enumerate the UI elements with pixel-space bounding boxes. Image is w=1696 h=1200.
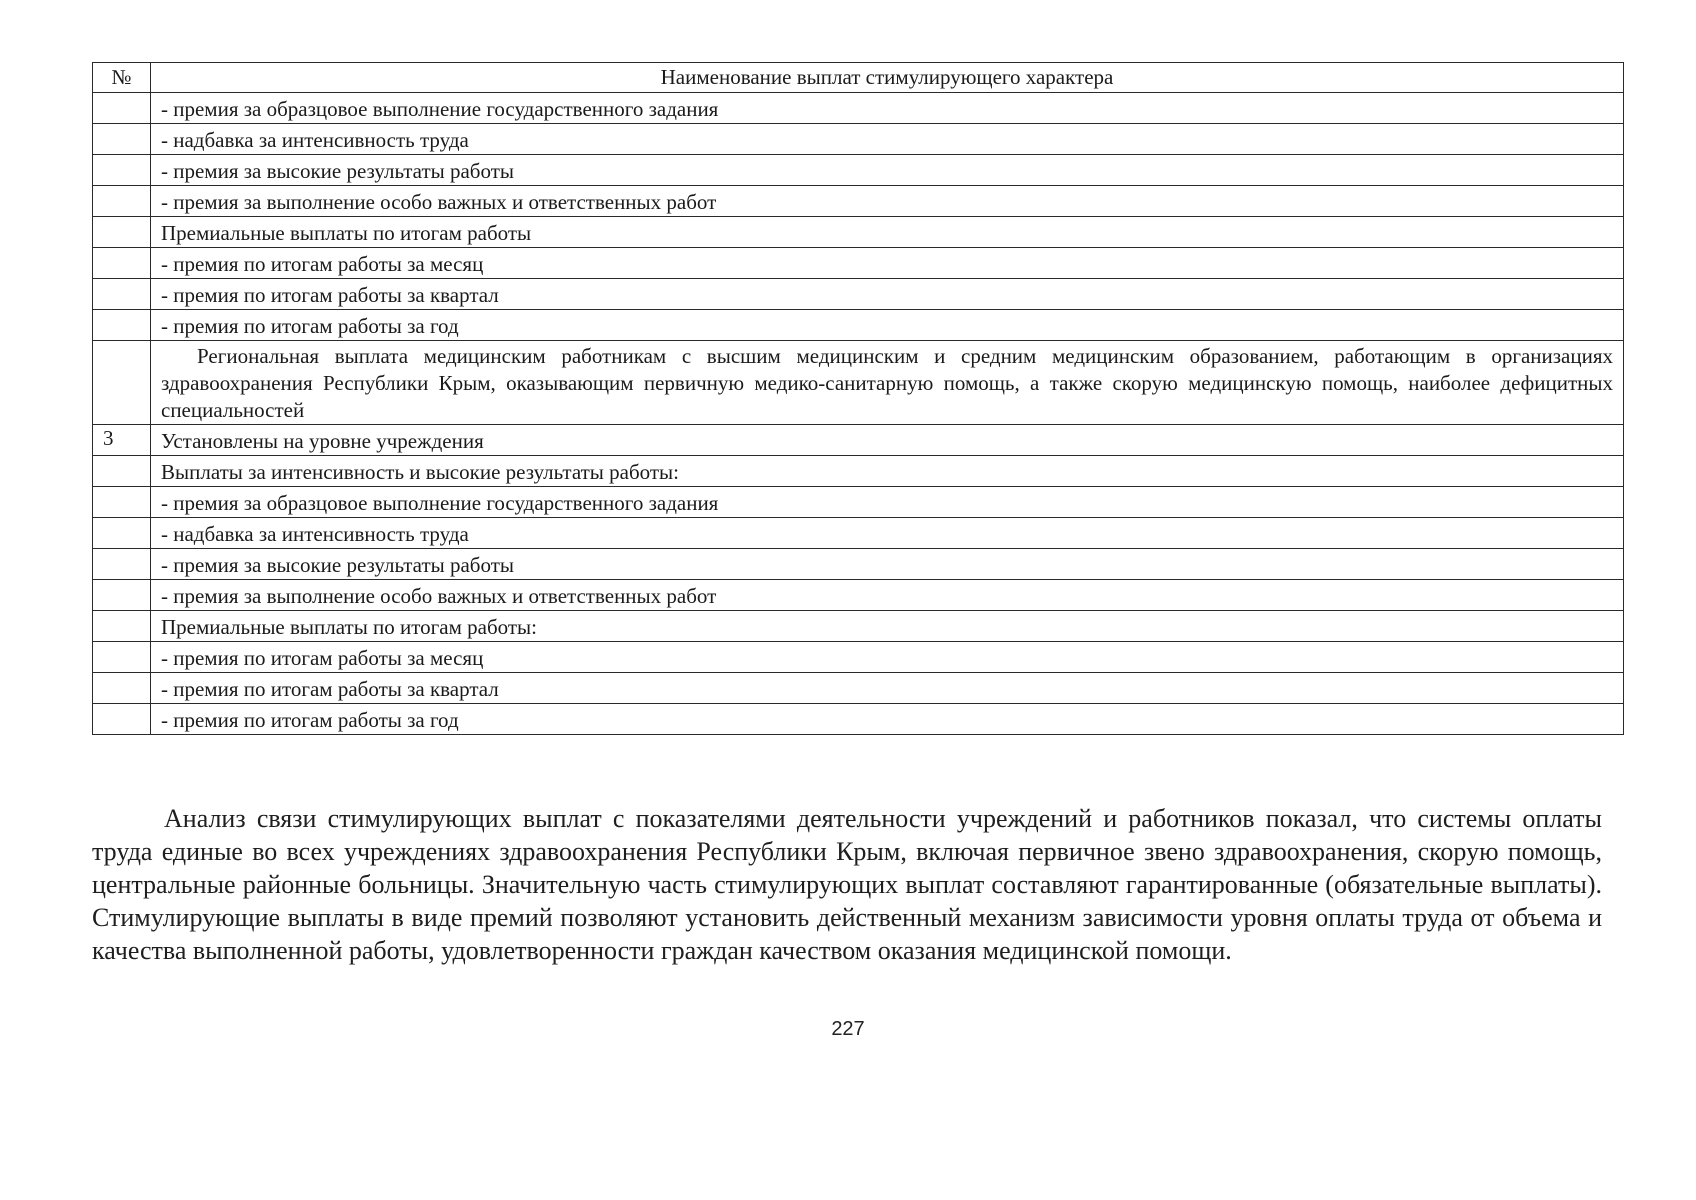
- row-name: Региональная выплата медицинским работникам с высшим медицинским и средним медицинским образованием, работающим в организациях здравоохранения Республики Крым, оказывающим первичную медико-санитарную помощь, а также скорую медицинскую помощь, наиболее дефицитных специальностей: [151, 341, 1624, 425]
- analysis-paragraph: Анализ связи стимулирующих выплат с показателями деятельности учреждений и работников показал, что системы оплаты труда единые во всех учреждениях здравоохранения Республики Крым, включая первичное звено здравоохранения, скорую помощь, центральные районные больницы. Значительную часть стимулирующих выплат составляют гарантированные (обязательные выплаты). Стимулирующие выплаты в виде премий позволяют установить действенный механизм зависимости уровня оплаты труда от объема и качества выполненной работы, удовлетворенности граждан качеством оказания медицинской помощи.: [92, 804, 1602, 965]
- table-row: [93, 341, 1624, 425]
- row-number: [93, 217, 151, 248]
- row-number: [93, 642, 151, 673]
- row-number: [93, 124, 151, 155]
- row-name: - премия за образцовое выполнение государственного задания: [151, 93, 1624, 124]
- header-name: Наименование выплат стимулирующего характера: [151, 63, 1624, 93]
- row-number: 3: [93, 425, 151, 456]
- table-row: [93, 642, 1624, 673]
- row-number: [93, 549, 151, 580]
- row-number: [93, 186, 151, 217]
- table-row: [93, 186, 1624, 217]
- row-number: [93, 487, 151, 518]
- row-name: - премия за образцовое выполнение государственного задания: [151, 487, 1624, 518]
- row-name: - премия по итогам работы за год: [151, 704, 1624, 735]
- row-name: - премия по итогам работы за месяц: [151, 642, 1624, 673]
- table-row: [93, 456, 1624, 487]
- row-name: - премия по итогам работы за квартал: [151, 279, 1624, 310]
- table-row: [93, 124, 1624, 155]
- table-row: [93, 673, 1624, 704]
- table-row: [93, 518, 1624, 549]
- table-row: [93, 611, 1624, 642]
- row-number: [93, 155, 151, 186]
- table-row: [93, 487, 1624, 518]
- table-row: [93, 217, 1624, 248]
- row-number: [93, 611, 151, 642]
- row-number: [93, 279, 151, 310]
- payments-table-container: [92, 62, 1624, 735]
- row-number: [93, 518, 151, 549]
- row-name: Установлены на уровне учреждения: [151, 425, 1624, 456]
- table-row: [93, 248, 1624, 279]
- row-name: - премия за выполнение особо важных и ответственных работ: [151, 186, 1624, 217]
- row-name: - премия за выполнение особо важных и ответственных работ: [151, 580, 1624, 611]
- row-name: Выплаты за интенсивность и высокие результаты работы:: [151, 456, 1624, 487]
- row-number: [93, 456, 151, 487]
- table-row: [93, 704, 1624, 735]
- row-number: [93, 704, 151, 735]
- table-header-row: [93, 63, 1624, 93]
- row-number: [93, 93, 151, 124]
- row-name: - премия по итогам работы за месяц: [151, 248, 1624, 279]
- page-number: 227: [831, 1018, 865, 1040]
- table-row: [93, 425, 1624, 456]
- row-name: - надбавка за интенсивность труда: [151, 518, 1624, 549]
- payments-table: [92, 62, 1624, 735]
- row-number: [93, 673, 151, 704]
- row-name: Премиальные выплаты по итогам работы:: [151, 611, 1624, 642]
- table-row: [93, 549, 1624, 580]
- row-number: [93, 580, 151, 611]
- row-name: - премия по итогам работы за квартал: [151, 673, 1624, 704]
- table-row: [93, 279, 1624, 310]
- row-number: [93, 310, 151, 341]
- row-number: [93, 341, 151, 425]
- row-number: [93, 248, 151, 279]
- row-name: - надбавка за интенсивность труда: [151, 124, 1624, 155]
- row-name: - премия за высокие результаты работы: [151, 155, 1624, 186]
- row-name: - премия по итогам работы за год: [151, 310, 1624, 341]
- row-name: - премия за высокие результаты работы: [151, 549, 1624, 580]
- table-row: [93, 155, 1624, 186]
- table-row: [93, 93, 1624, 124]
- table-row: [93, 580, 1624, 611]
- row-name: Премиальные выплаты по итогам работы: [151, 217, 1624, 248]
- header-number: №: [93, 63, 151, 93]
- table-row: [93, 310, 1624, 341]
